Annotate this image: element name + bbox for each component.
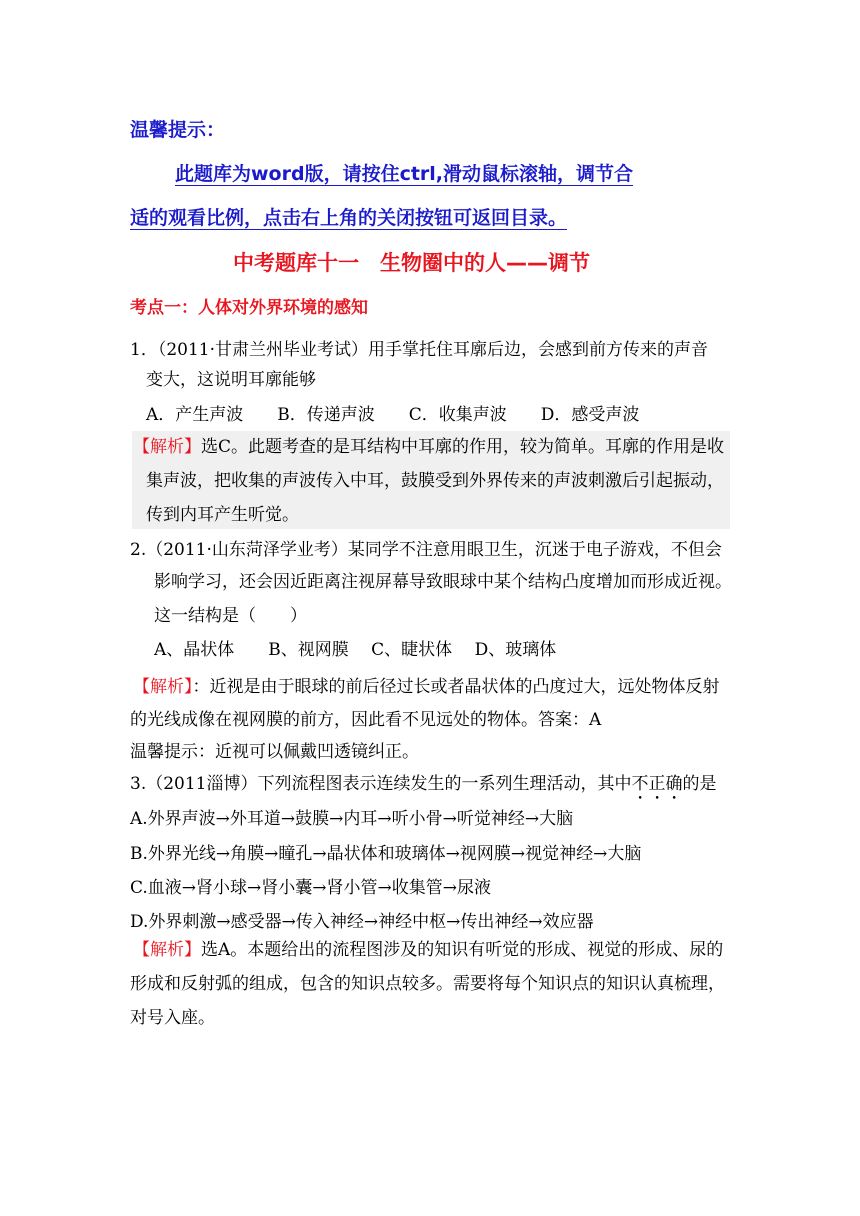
q2-stem-line-3: 这一结构是（ ）	[154, 606, 307, 626]
page-title: 中考题库十一 生物圈中的人——调节	[233, 251, 590, 275]
q1-answer-text: 选C。此题考查的是耳结构中耳廓的作用，较为简单。耳廓的作用是收	[201, 437, 725, 457]
q2-answer-line-3: 温馨提示：近视可以佩戴凹透镜纠正。	[130, 742, 419, 762]
q1-answer-line-2: 集声波，把收集的声波传入中耳，鼓膜受到外界传来的声波刺激后引起振动，	[146, 471, 724, 491]
answer-tag: 【解析】	[133, 437, 201, 457]
notice-line-2: 适的观看比例，点击右上角的关闭按钮可返回目录。	[130, 207, 568, 229]
q2-stem-line-2: 影响学习，还会因近距离注视屏幕导致眼球中某个结构凸度增加而形成近视。	[154, 572, 732, 592]
q3-stem-pre: 3.（2011淄博）下列流程图表示连续发生的一系列生理活动，其中	[130, 774, 632, 794]
notice-title: 温馨提示：	[130, 119, 226, 141]
q2-stem-line-1: 2.（2011·山东菏泽学业考）某同学不注意用眼卫生，沉迷于电子游戏，不但会	[130, 540, 722, 560]
q1-stem-line-2: 变大，这说明耳廓能够	[146, 370, 316, 390]
section-heading: 考点一：人体对外界环境的感知	[130, 298, 368, 318]
q3-answer-text: 选A。本题给出的流程图涉及的知识有听觉的形成、视觉的形成、尿的	[201, 940, 724, 960]
q2-options: A、晶状体 B、视网膜 C、睫状体 D、玻璃体	[154, 640, 557, 660]
q3-answer-line-2: 形成和反射弧的组成，包含的知识点较多。需要将每个知识点的知识认真梳理，	[130, 974, 725, 994]
q1-answer-line-1	[133, 435, 724, 459]
notice-line-1: 此题库为word版，请按住ctrl,滑动鼠标滚轴，调节合	[175, 163, 634, 185]
q3-option-c: C.血液→肾小球→肾小囊→肾小管→收集管→尿液	[130, 878, 492, 898]
q3-option-b: B.外界光线→角膜→瞳孔→晶状体和玻璃体→视网膜→视觉神经→大脑	[130, 844, 642, 864]
q2-answer-line-2: 的光线成像在视网膜的前方，因此看不见远处的物体。答案：A	[130, 710, 602, 730]
q3-answer-line-3: 对号入座。	[130, 1008, 215, 1028]
q1-answer-line-3: 传到内耳产生听觉。	[146, 505, 299, 525]
q3-stem-post: 的是	[682, 774, 717, 794]
q3-option-d: D.外界刺激→感受器→传入神经→神经中枢→传出神经→效应器	[130, 912, 594, 932]
q3-stem-emphasis: 不正确	[631, 774, 683, 794]
q2-answer-line-1	[133, 675, 720, 699]
q3-answer-line-1	[133, 938, 723, 962]
answer-tag: 【解析】	[133, 940, 201, 960]
q3-stem	[130, 772, 716, 804]
answer-tag: 【解析】	[133, 677, 193, 697]
q1-options: A．产生声波 B．传递声波 C．收集声波 D．感受声波	[146, 405, 640, 425]
q3-option-a: A.外界声波→外耳道→鼓膜→内耳→听小骨→听觉神经→大脑	[130, 809, 574, 829]
q2-answer-text: ：近视是由于眼球的前后径过长或者晶状体的凸度过大，远处物体反射	[192, 677, 720, 697]
q1-stem-line-1: 1．（2011·甘肃兰州毕业考试）用手掌托住耳廓后边，会感到前方传来的声音	[130, 340, 708, 360]
